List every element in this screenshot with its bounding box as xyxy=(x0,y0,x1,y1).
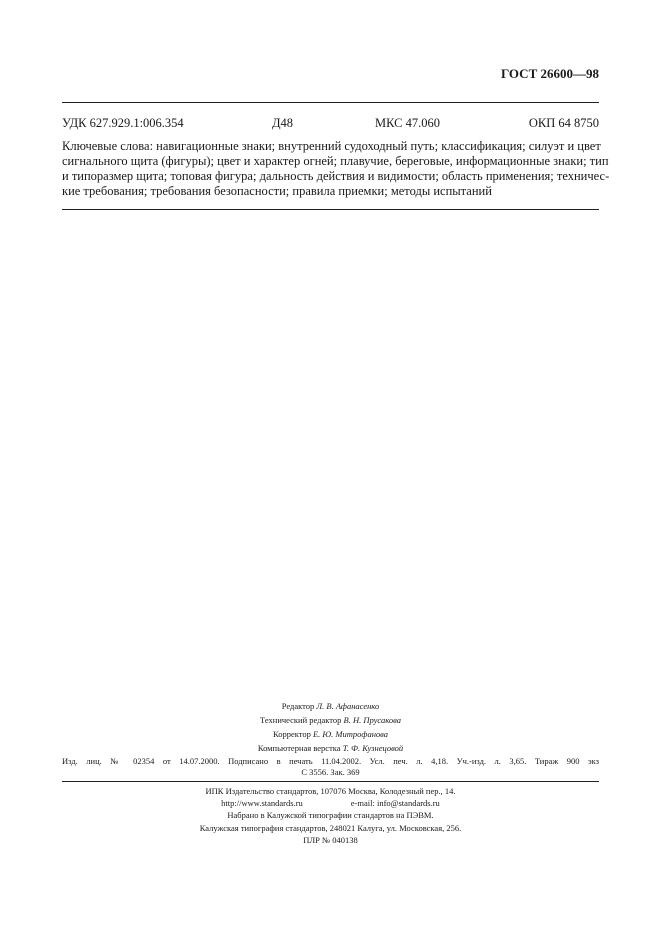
keywords-line: и типоразмер щита; топовая фигура; дальность действия и видимости; область применения; техничес- xyxy=(62,169,610,183)
contact-line xyxy=(0,797,661,809)
okp-code: ОКП 64 8750 xyxy=(528,116,599,130)
publisher-address: ИПК Издательство стандартов, 107076 Москва, Колодезный пер., 14. xyxy=(205,786,456,796)
keywords-line: сигнального щита (фигуры); цвет и характер огней; плавучие, береговые, информационные знаки; тип xyxy=(62,154,609,168)
editor-label: Редактор xyxy=(281,701,315,711)
keywords-divider xyxy=(62,209,599,210)
imprint-divider xyxy=(62,781,599,782)
layout-label: Компьютерная верстка xyxy=(257,743,341,753)
printer-address: Калужская типография стандартов, 248021 Калуга, ул. Московская, 256. xyxy=(199,822,462,833)
editor-credit xyxy=(0,699,661,713)
tech-editor-label: Технический редактор xyxy=(260,715,342,725)
order-line: С 3556. Зак. 369 xyxy=(301,767,360,777)
corrector-name: Е. Ю. Митрофанова xyxy=(312,729,389,739)
mks-code: МКС 47.060 xyxy=(375,116,440,130)
udk-code: УДК 627.929.1:006.354 xyxy=(62,116,184,130)
corrector-label: Корректор xyxy=(272,729,311,739)
keywords-line: Ключевые слова: навигационные знаки; внутренний судоходный путь; классификация; силуэт и цвет xyxy=(62,139,601,153)
tech-editor-name: В. Н. Прусакова xyxy=(343,715,401,725)
layout-name: Т. Ф. Кузнецовой xyxy=(342,743,404,753)
publication-details xyxy=(62,756,599,778)
layout-credit xyxy=(0,741,661,755)
standard-number: ГОСТ 26600—98 xyxy=(500,66,599,81)
tech-editor-credit xyxy=(0,713,661,727)
group-code: Д48 xyxy=(272,116,294,130)
license-line: Изд. лиц. № 02354 от 14.07.2000. Подписано в печать 11.04.2002. Усл. печ. л. 4,18. Уч.-изд. л. 3,65. Тираж 900 экз xyxy=(62,756,599,766)
email-link[interactable]: e-mail: info@standards.ru xyxy=(350,798,440,809)
editor-name: Л. В. Афанасенко xyxy=(316,701,380,711)
website-link[interactable]: http://www.standards.ru xyxy=(221,798,303,809)
plr-number: ПЛР № 040138 xyxy=(303,834,358,845)
typeset-note: Набрано в Калужской типографии стандартов на ПЭВМ. xyxy=(227,810,434,821)
keywords-line: кие требования; требования безопасности; правила приемки; методы испытаний xyxy=(62,184,492,198)
top-divider xyxy=(62,102,599,103)
keywords-paragraph xyxy=(62,139,610,199)
editorial-credits xyxy=(0,699,661,755)
corrector-credit xyxy=(0,727,661,741)
imprint-block xyxy=(0,785,661,846)
